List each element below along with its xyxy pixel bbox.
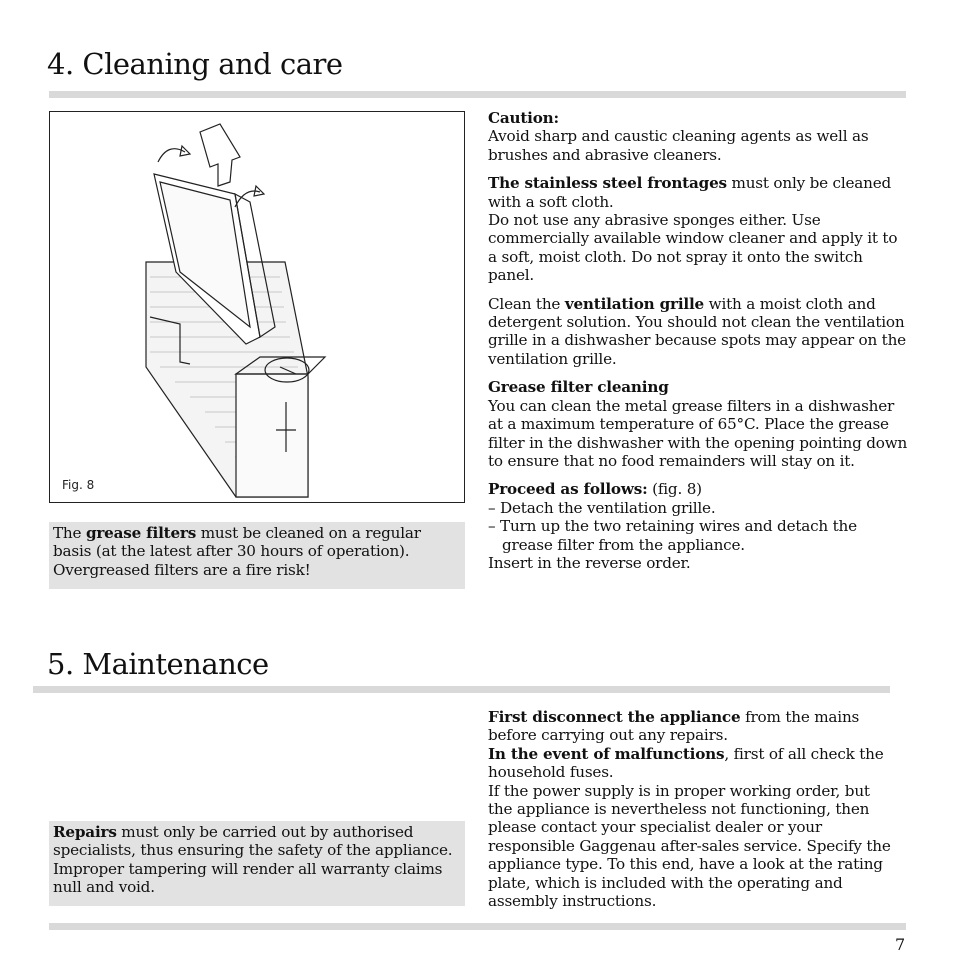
malfunction-bold: In the event of malfunctions (488, 744, 725, 763)
grease-filter-title: Grease filter cleaning (488, 378, 669, 397)
proceed-ref: (fig. 8) (647, 480, 702, 499)
maintenance-instructions (488, 708, 898, 910)
disconnect-text: from the mains before carrying out any repairs. (488, 708, 860, 745)
page-number: 7 (895, 935, 906, 954)
repairs-notice (49, 821, 465, 906)
figure-caption: Fig. 8 (62, 478, 95, 492)
grease-filter-notice (49, 522, 465, 589)
grease-filter-text: You can clean the metal grease filters in a dishwasher at a maximum temperature of 65°C. Place the grease filter in the dishwasher with the opening pointing down to ensure that no food remainders will stay on it. (488, 396, 908, 470)
notice-post: must be cleaned on a regular basis (at the latest after 30 hours of operation). Overgreased filters are a fire risk! (53, 524, 421, 579)
proceed-final: Insert in the reverse order. (488, 553, 691, 572)
step-item: – Detach the ventilation grille. (488, 498, 716, 517)
ventilation-post: with a moist cloth and detergent solution. You should not clean the ventilation grille in a dishwasher because spots may appear on the ventilation grille. (488, 294, 906, 368)
section-5-heading: 5. Maintenance (47, 647, 269, 681)
notice-bold: grease filters (85, 524, 197, 542)
stainless-text: must only be cleaned with a soft cloth. (488, 174, 892, 211)
heading-rule (33, 686, 890, 693)
ventilation-bold: ventilation grille (564, 294, 705, 313)
disconnect-bold: First disconnect the appliance (488, 708, 741, 726)
repairs-post: must only be carried out by authorised specialists, thus ensuring the safety of the appliance. Improper tampering will render all warranty claims null and void. (53, 823, 453, 897)
malfunction-text2: If the power supply is in proper working order, but the appliance is nevertheless not functioning, then please contact your specialist dealer or your responsible Gaggenau after-sales service. Specify the appliance type. To this end, have a look at the rating plate, which is included with the operating and assembly instructions. (488, 781, 891, 911)
caution-text: Avoid sharp and caustic cleaning agents as well as brushes and abrasive cleaners. (488, 127, 869, 164)
appliance-drawing (50, 112, 464, 502)
heading-rule (49, 91, 906, 98)
notice-pre: The (53, 524, 86, 542)
proceed-title: Proceed as follows: (488, 480, 648, 499)
stainless-bold: The stainless steel frontages (488, 174, 727, 193)
cleaning-instructions (488, 109, 908, 572)
ventilation-pre: Clean the (488, 294, 565, 313)
malfunction-text: , first of all check the household fuses. (488, 744, 884, 782)
footer-rule (49, 923, 906, 930)
appliance-illustration (49, 111, 465, 503)
step-item: – Turn up the two retaining wires and detach the grease filter from the appliance. (488, 517, 857, 554)
stainless-text2: Do not use any abrasive sponges either. Use commercially available window cleaner and apply it to a soft, moist cloth. Do not spray it onto the switch panel. (488, 211, 898, 285)
caution-title: Caution: (488, 109, 559, 127)
repairs-bold: Repairs (53, 823, 117, 841)
section-4-heading: 4. Cleaning and care (47, 47, 343, 81)
